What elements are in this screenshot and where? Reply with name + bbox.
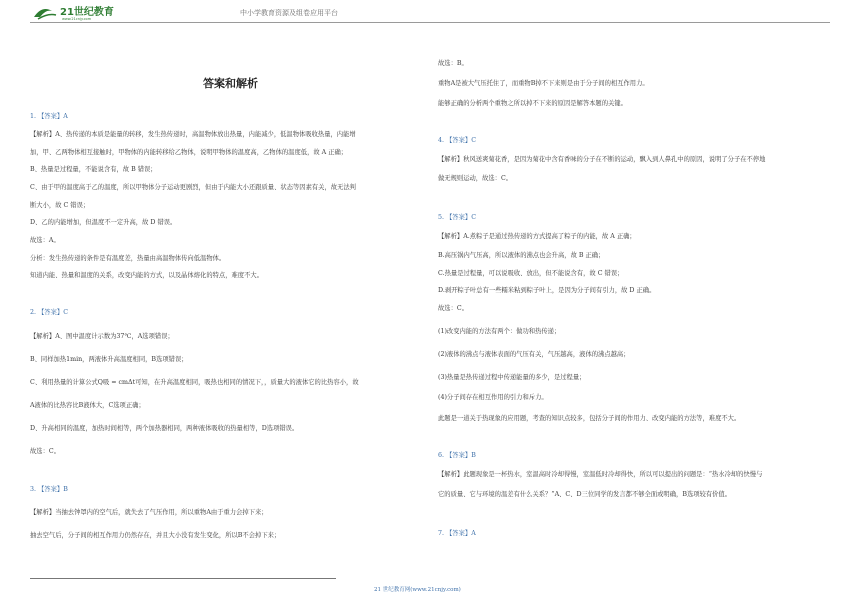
q5-line: (3)热量是热传递过程中传递能量的多少，是过程量； xyxy=(438,374,586,381)
q1-line: 断大小，故 C 错误； xyxy=(30,202,90,209)
logo-sub: www.21cnjy.com xyxy=(62,17,92,21)
q5-line: 故选：C。 xyxy=(438,305,469,312)
answer-7: 7. 【答案】A xyxy=(438,530,476,537)
q1-line: 分析：发生热传递的条件是有温度差，热量由高温物体传向低温物体。 xyxy=(30,255,226,262)
q2-line: 故选：C。 xyxy=(30,448,61,455)
q1-line: B、热量是过程量，不能说含有，故 B 错误； xyxy=(30,166,157,173)
answer-1: 1. 【答案】A xyxy=(30,113,68,120)
answer-4: 4. 【答案】C xyxy=(438,137,477,144)
q1-line: D、乙的内能增加，但温度不一定升高，故 D 错误。 xyxy=(30,219,177,226)
footer-divider xyxy=(30,578,336,579)
q2-line: A液体的比热容比B液体大，C选项正确； xyxy=(30,402,145,409)
platform-name: 中小学教育资源及组卷应用平台 xyxy=(240,9,338,17)
q5-line: D.剥开粽子叶总有一些糯米粘到粽子叶上，是因为分子间有引力，故 D 正确。 xyxy=(438,287,656,294)
q1-line: C、由于甲的温度高于乙的温度，所以甲物体分子运动更剧烈，但由于内能大小还跟质量、状态等因素有关，故无法判 xyxy=(30,184,356,191)
q1-line: 加，甲、乙两物体相互接触时，甲物体的内能转移给乙物体，说明甲物体的温度高，乙物体的温度低，故 A 正确； xyxy=(30,149,348,156)
q6-line: 【解析】此题现象是一杯热水，室温高时冷却得慢，室温低时冷却得快，所以可以提出的问题是：“热水冷却的快慢与 xyxy=(438,471,763,478)
q3-line: 抽去空气后，分子间的相互作用力仍然存在，并且大小没有发生变化，所以B不会掉下来； xyxy=(30,532,281,539)
q2-line: 【解析】A、图中温度计示数为37℃，A选项错误； xyxy=(30,333,174,340)
q4-line: 【解析】秋风送爽菊花香，是因为菊花中含有香味的分子在不断的运动，飘入到人鼻孔中的原因，说明了分子在不停地 xyxy=(438,156,766,163)
q3-line: 【解析】当抽去钟罩内的空气后，就失去了气压作用，所以重物A由于重力会掉下来； xyxy=(30,509,268,516)
q5-line: B.高压锅内气压高，所以液体的沸点也会升高，故 B 正确； xyxy=(438,252,605,259)
q5-line: (1)改变内能的方法有两个：做功和热传递； xyxy=(438,328,561,335)
page-title: 答案和解析 xyxy=(203,77,258,90)
q5-line: (2)液体的沸点与液体表面的气压有关，气压越高，液体的沸点越高； xyxy=(438,351,630,358)
q3-line: 故选：B。 xyxy=(438,60,468,67)
answer-5: 5. 【答案】C xyxy=(438,214,477,221)
q1-line: 故选：A。 xyxy=(30,237,60,244)
answer-2: 2. 【答案】C xyxy=(30,309,69,316)
answer-3: 3. 【答案】B xyxy=(30,486,68,493)
q5-line: 【解析】A.煮粽子是通过热传递的方式提高了粽子的内能，故 A 正确； xyxy=(438,233,636,240)
q1-line: 知道内能、热量和温度的关系，改变内能的方式，以及晶体熔化的特点，难度不大。 xyxy=(30,272,263,279)
q4-line: 做无规则运动，故选：C。 xyxy=(438,175,513,182)
q5-line: C.热量是过程量，可以说吸收、放出，但不能说含有，故 C 错误； xyxy=(438,270,624,277)
q1-line: 【解析】A、热传递的本质是能量的转移，发生热传递时，高温物体放出热量，内能减少，低温物体吸收热量，内能增 xyxy=(30,131,356,138)
q2-line: C、利用热量的计算公式Q吸 = cmΔt可知，在升高温度相同，吸热也相同的情况下，，质量大的液体它的比热容小，故 xyxy=(30,379,359,386)
answer-6: 6. 【答案】B xyxy=(438,452,476,459)
q5-line: (4)分子间存在相互作用的引力和斥力。 xyxy=(438,394,548,401)
q6-line: 它的质量、它与环境的温差有什么关系？”A、C、D三位同学的发言都不够全面或明确，B选项较有价值。 xyxy=(438,491,732,498)
q3-line: 重物A是被大气压托住了，而重物B掉不下来则是由于分子间的相互作用力。 xyxy=(438,80,649,87)
logo-text: 21世纪教育 xyxy=(60,7,114,18)
q2-line: D、升高相同的温度，加热时间相等，两个加热器相同，两种液体吸收的热量相等，D选项错误。 xyxy=(30,425,299,432)
q2-line: B、同样加热1min，两液体升高温度相同，B选项错误； xyxy=(30,356,188,363)
header-divider xyxy=(30,22,830,23)
footer-link[interactable]: 21 世纪教育网(www.21cnjy.com) xyxy=(374,587,461,593)
q3-line: 能够正确的分析两个重物之所以掉不下来的原因是解答本题的关键。 xyxy=(438,100,627,107)
site-logo xyxy=(32,3,132,21)
q5-line: 此题是一道关于热现象的应用题，考查的知识点较多，包括分子间的作用力、改变内能的方法等，难度不大。 xyxy=(438,415,741,422)
